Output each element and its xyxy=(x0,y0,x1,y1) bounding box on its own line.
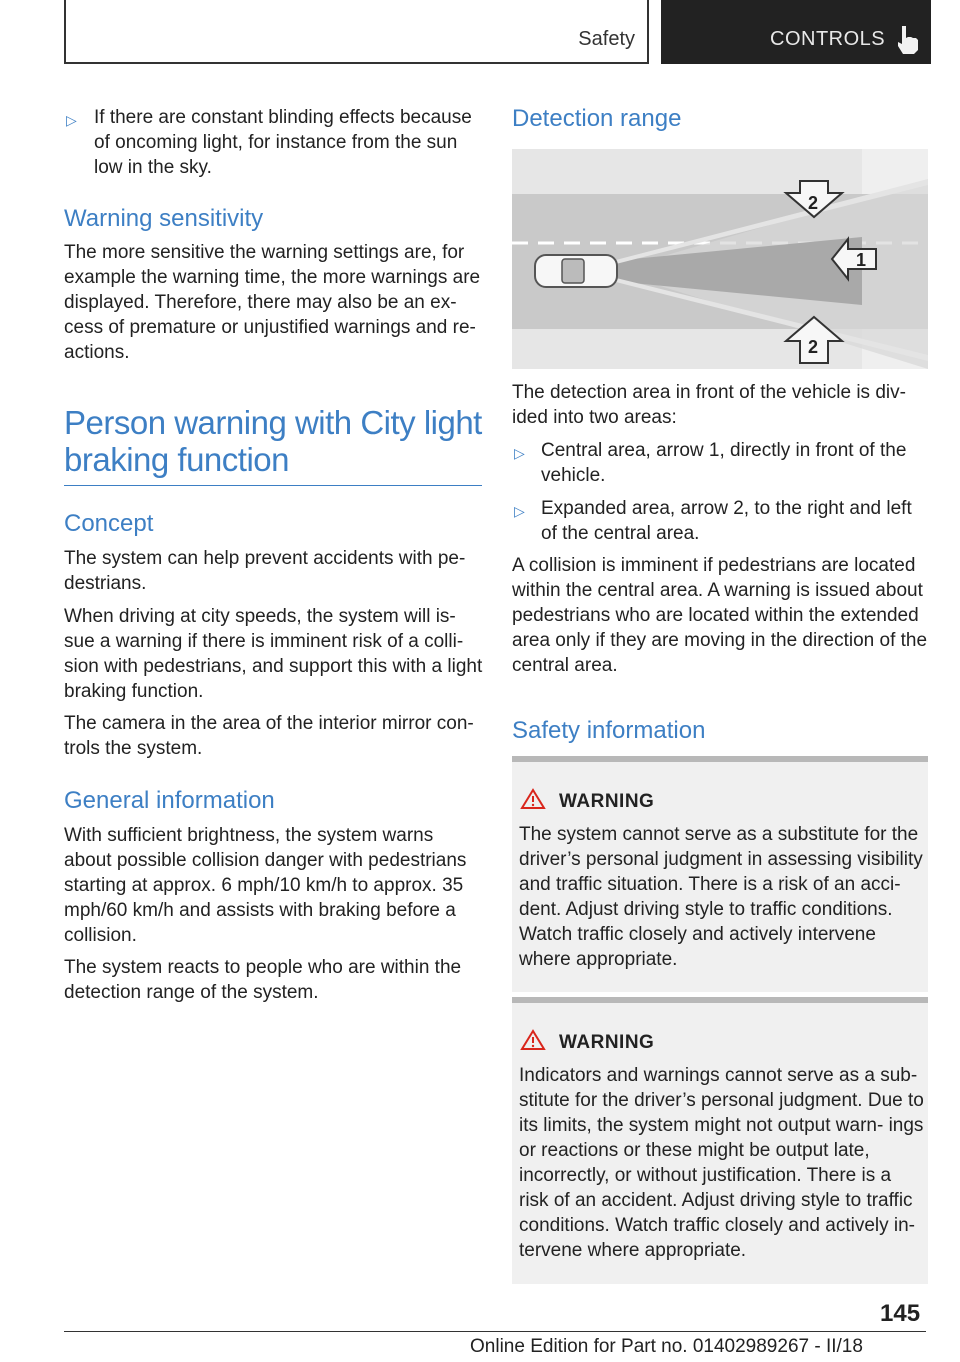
detection-intro: The detection area in front of the vehicle is div- ided into two areas: xyxy=(512,382,906,428)
page-number: 145 xyxy=(880,1300,921,1327)
warning-1-text: The system cannot serve as a substitute for the driver’s personal judgment in assessing visibility and traffic situation. There is a risk of an acci- dent. Adjust driving style to traffic conditions. Watch traffic closely and actively intervene where appropriate. xyxy=(519,824,923,970)
header-section-tab xyxy=(64,0,649,64)
warning-box-2 xyxy=(512,997,928,1284)
pointing-hand-icon xyxy=(893,24,923,56)
warning-1-title: WARNING xyxy=(559,791,655,812)
concept-paragraph-2: When driving at city speeds, the system will is- sue a warning if there is imminent risk of a colli- sion with pedestrians, and support this with a light braking function. xyxy=(64,606,483,702)
bullet-expanded-area: Expanded area, arrow 2, to the right and left of the central area. xyxy=(541,498,912,544)
collision-paragraph: A collision is imminent if pedestrians are located within the central area. A warning is issued about pedestrians who are located within the extended area only if they are moving in the direction of the central area. xyxy=(512,555,928,676)
arrow-2-lower-label: 2 xyxy=(808,337,819,357)
arrow-1-label: 1 xyxy=(856,250,867,270)
edition-text: Online Edition for Part no. 01402989267 - II/18 xyxy=(470,1336,863,1357)
warning-box-1 xyxy=(512,756,928,992)
main-heading-line2: braking function xyxy=(64,441,289,478)
detection-range-heading: Detection range xyxy=(512,105,682,132)
bullet-marker: ▷ xyxy=(514,445,525,461)
detection-range-figure xyxy=(512,149,928,369)
arrow-2-upper-label: 2 xyxy=(808,193,819,213)
safety-information-heading: Safety information xyxy=(512,717,706,744)
main-heading-line1: Person warning with City light xyxy=(64,404,482,441)
footer-rule xyxy=(64,1331,926,1332)
bullet-central-area: Central area, arrow 1, directly in front of the vehicle. xyxy=(541,440,907,486)
warning-triangle-icon xyxy=(520,788,546,810)
general-paragraph-2: The system reacts to people who are within the detection range of the system. xyxy=(64,957,462,1003)
section-title: Safety xyxy=(578,28,635,50)
bullet-marker: ▷ xyxy=(66,112,77,128)
warning-2-text: Indicators and warnings cannot serve as a sub- stitute for the driver’s personal judgment. Due to its limits, the system might not output warn- ings or reactions or these might be output late, incorrectly, or without justification. There is a risk of an accident. Adjust driving style to traffic conditions. Watch traffic closely and actively in- tervene where appropriate. xyxy=(519,1065,924,1261)
bullet-marker: ▷ xyxy=(514,503,525,519)
concept-paragraph-1: The system can help prevent accidents with pe- destrians. xyxy=(64,548,466,594)
general-information-heading: General information xyxy=(64,787,275,814)
concept-heading: Concept xyxy=(64,510,154,537)
warning-sensitivity-text: The more sensitive the warning settings are, for example the warning time, the more warnings are displayed. Therefore, there may also be an ex- cess of premature or unjustified warnings and re- actions. xyxy=(64,242,481,363)
bullet-blinding: If there are constant blinding effects because of oncoming light, for instance from the sun low in the sky. xyxy=(94,107,472,178)
chapter-title: CONTROLS xyxy=(770,28,886,50)
warning-sensitivity-heading: Warning sensitivity xyxy=(64,205,264,232)
heading-underline xyxy=(64,485,482,486)
warning-2-title: WARNING xyxy=(559,1032,655,1053)
warning-triangle-icon xyxy=(520,1029,546,1051)
concept-paragraph-3: The camera in the area of the interior mirror con- trols the system. xyxy=(64,713,474,759)
general-paragraph-1: With sufficient brightness, the system warns about possible collision danger with pedestrians starting at approx. 6 mph/10 km/h to approx. 35 mph/60 km/h and assists with braking before a collision. xyxy=(64,825,467,946)
